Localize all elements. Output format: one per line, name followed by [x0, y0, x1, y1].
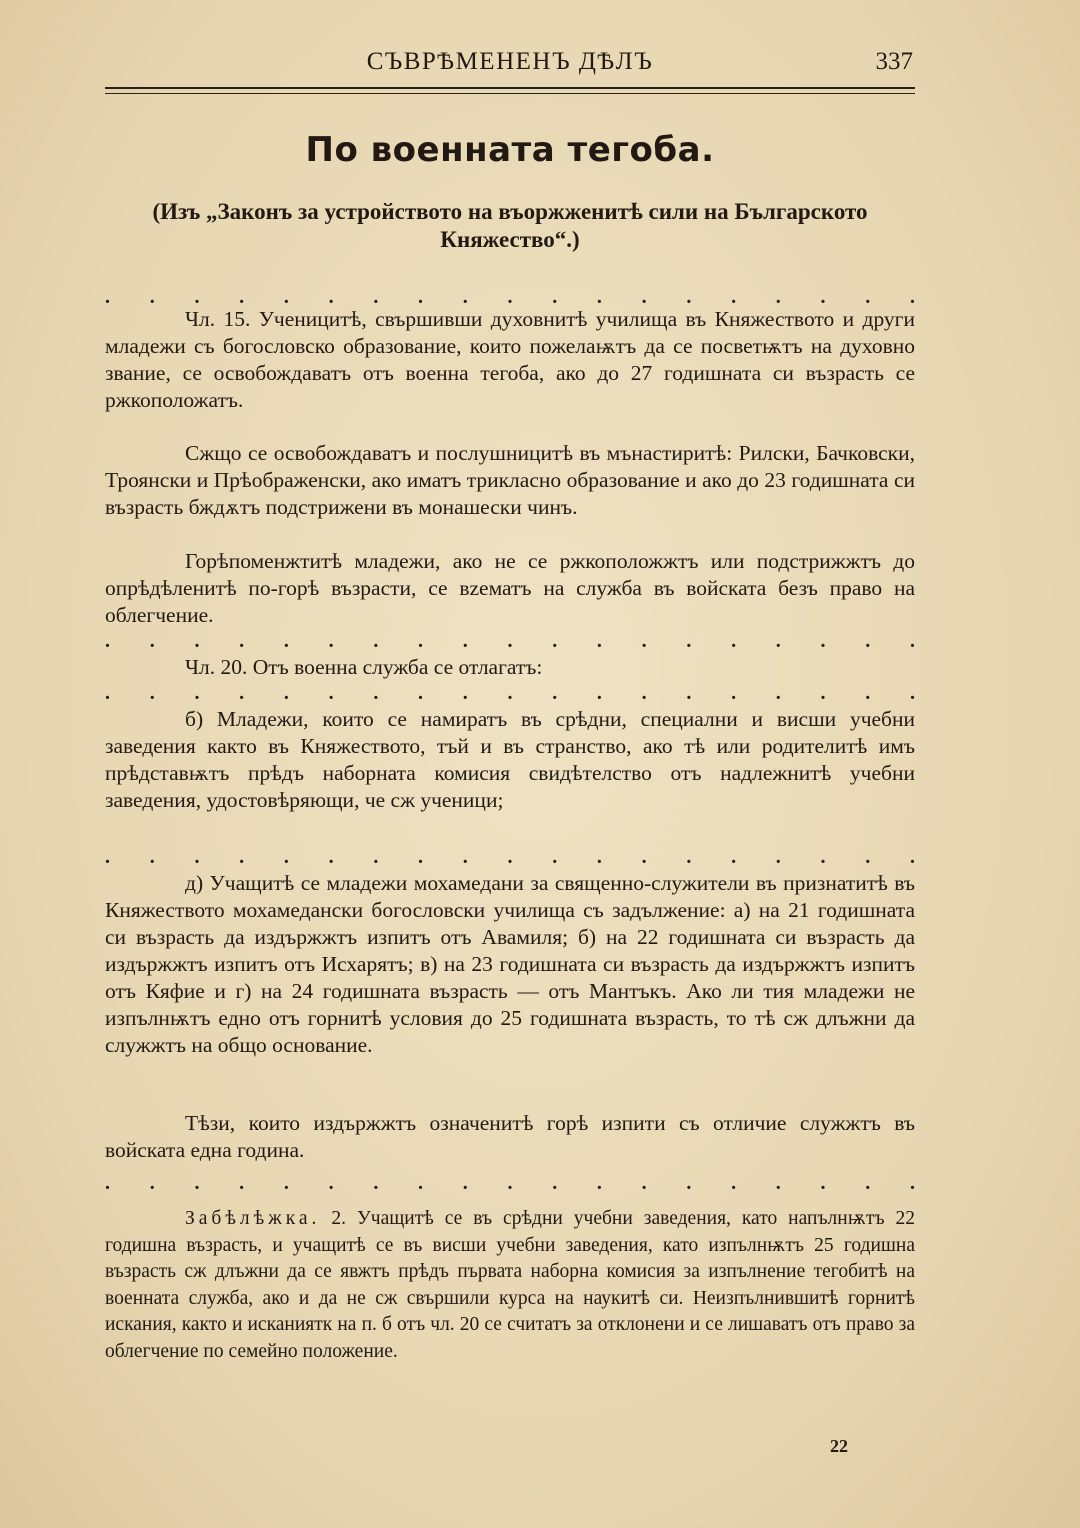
- ellipsis-row: . . . . . . . . . . . . . . . . . . .: [105, 846, 915, 868]
- ellipsis-row: . . . . . . . . . . . . . . . . . . .: [105, 630, 915, 652]
- ellipsis-row: . . . . . . . . . . . . . . . . . . .: [105, 1172, 915, 1194]
- footnote-label: Забѣлѣжка.: [185, 1208, 321, 1229]
- paragraph-art15: Чл. 15. Ученицитѣ, свършивши духовнитѣ училища въ Княжеството и други младежи съ богословско образование, които пожелаѭтъ да се посветѭтъ на духовно звание, се освобождаватъ отъ военна тегоба, ако до 27 годишната си възрасть се ржкоположатъ.: [105, 307, 915, 412]
- article-source: (Изъ „Законъ за устройството на въоржженитѣ сили на Българското Княжество“.): [152, 199, 868, 252]
- paragraph-monasteries: Сжщо се освобождаватъ и послушницитѣ въ мънастиритѣ: Рилски, Бачковски, Троянски и Прѣображенски, ако иматъ трикласно образование и ако до 23 годишната си възрасть бждѫтъ подстрижени въ монашески чинъ.: [105, 441, 915, 519]
- paragraph-students: б) Младежи, които се намиратъ въ срѣдни, специални и висши учебни заведения както въ Княжеството, тъй и въ странство, ако тѣ или родителитѣ имъ прѣдставѭтъ прѣдъ наборната комисия свидѣтелство отъ надлежнитѣ учебни заведения, удостовѣряющи, че сж ученици;: [105, 707, 915, 812]
- page-number: 337: [875, 48, 913, 75]
- footnote: [105, 1206, 915, 1366]
- paragraph-ordination: Горѣпоменжтитѣ младежи, ако не се ржкоположжтъ или подстрижжтъ до опрѣдѣленитѣ по-горѣ възрасти, се вzематъ на служба въ войската безъ право на облегчение.: [105, 549, 915, 627]
- article-title: По военната тегоба.: [305, 130, 715, 170]
- printer-signature: 22: [830, 1436, 848, 1456]
- ellipsis-row: . . . . . . . . . . . . . . . . . . .: [105, 286, 915, 308]
- paragraph-distinction: Тѣзи, които издържжтъ означенитѣ горѣ изпити съ отличие служжтъ въ войската една година.: [105, 1111, 915, 1162]
- footnote-text: 2. Учащитѣ се въ срѣдни учебни заведения, като напълнѭтъ 22 годишна възрасть, и учащитѣ се въ висши учебни заведения, като изпълнѭтъ 25 годишна възрасть сж длъжни да се явжтъ прѣдъ първата наборна комисия за изпълнение тегобитѣ на военната служба, ако и да не сж свършили курса на наукитѣ си. Неизпълнившитѣ горнитѣ искания, както и исканиятк на п. б отъ чл. 20 се считатъ за отклонени и се лишаватъ отъ право за облегчение по семейно положение.: [105, 1208, 915, 1362]
- paragraph-art20: Чл. 20. Отъ военна служба се отлагатъ:: [185, 655, 543, 679]
- paragraph-mohammedans: д) Учащитѣ се младежи мохамедани за священно-служители въ признатитѣ въ Княжеството мохамедански богословски училища съ задължение: а) на 21 годишната си възрасть да издържжтъ изпитъ отъ Авамиля; б) на 22 годишната си възрасть да издържжтъ изпитъ отъ Исхарятъ; в) на 23 годишната си възрасть да издържжтъ изпитъ отъ Кяфие и г) на 24 годишната възрасть — отъ Мантъкъ. Ако ли тия младежи не изпълнѭтъ едно отъ горнитѣ условия до 25 годишната възрасть, то тѣ сж длъжни да служжтъ на общо основание.: [105, 871, 915, 1057]
- page-header: [105, 46, 915, 82]
- ellipsis-row: . . . . . . . . . . . . . . . . . . .: [105, 682, 915, 704]
- header-rule-thin: [105, 93, 915, 94]
- running-title: СЪВРѢМЕНЕНЪ ДѢЛЪ: [366, 48, 654, 75]
- header-rule-thick: [105, 87, 915, 89]
